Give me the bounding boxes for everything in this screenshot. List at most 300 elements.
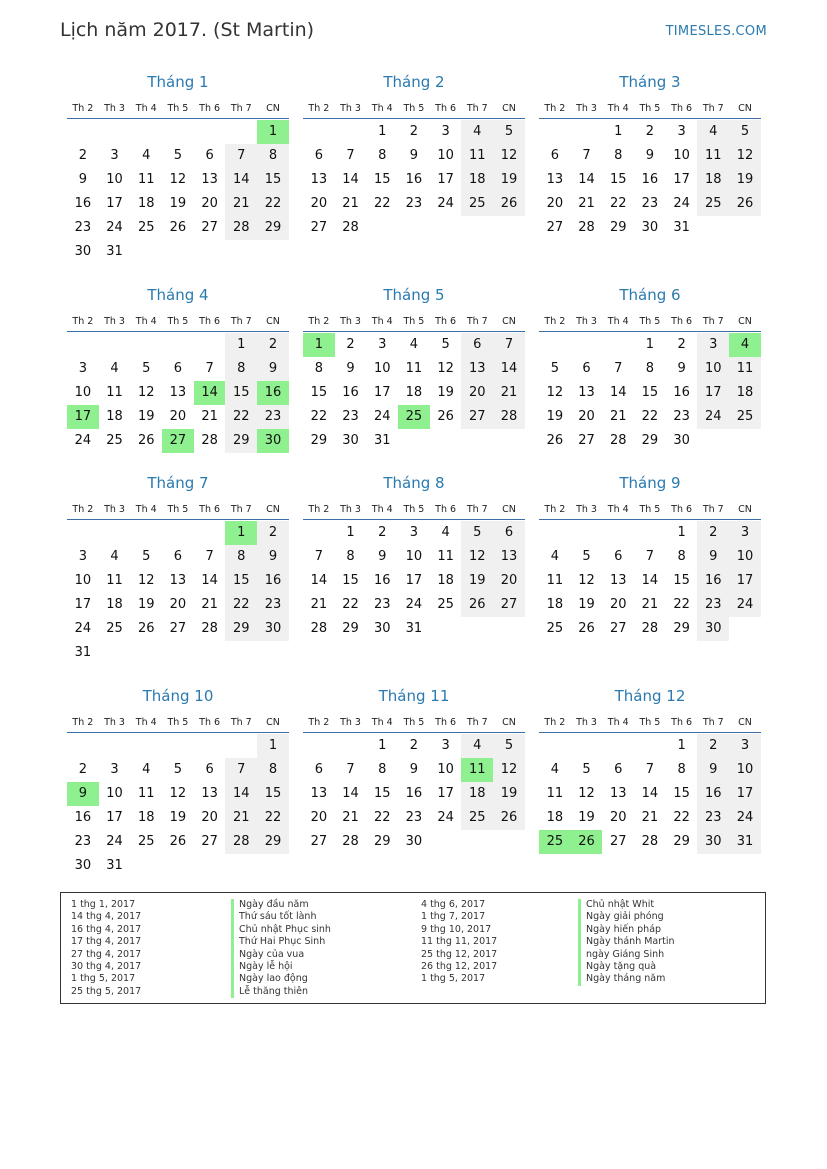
day-cell[interactable]: 22 bbox=[673, 810, 690, 825]
day-cell[interactable]: 18 bbox=[546, 597, 564, 612]
day-cell[interactable]: 15 bbox=[373, 172, 391, 187]
day-cell[interactable]: 23 bbox=[257, 405, 289, 429]
day-cell[interactable]: 28 bbox=[493, 405, 525, 429]
day-cell[interactable]: 21 bbox=[641, 597, 659, 612]
day-cell[interactable]: 19 bbox=[137, 597, 155, 612]
day-cell[interactable]: 31 bbox=[405, 621, 423, 636]
day-cell[interactable]: 10 bbox=[405, 549, 423, 564]
day-cell[interactable]: 5 bbox=[461, 521, 493, 545]
day-cell[interactable]: 14 bbox=[641, 573, 659, 588]
day-cell[interactable]: 2 bbox=[257, 521, 289, 545]
day-cell[interactable]: 14 bbox=[225, 782, 257, 806]
day-cell[interactable]: 26 bbox=[169, 220, 187, 235]
day-cell[interactable]: 26 bbox=[729, 192, 761, 216]
day-cell[interactable]: 16 bbox=[257, 569, 289, 593]
day-cell[interactable]: 7 bbox=[614, 361, 623, 376]
day-cell[interactable]: 14 bbox=[342, 786, 359, 801]
day-cell[interactable]: 28 bbox=[609, 433, 627, 448]
day-cell[interactable]: 7 bbox=[205, 361, 214, 376]
day-cell[interactable]: 4 bbox=[461, 120, 493, 144]
day-cell[interactable]: 3 bbox=[378, 337, 387, 352]
day-cell[interactable]: 21 bbox=[225, 806, 257, 830]
day-cell[interactable]: 10 bbox=[437, 762, 454, 777]
day-cell[interactable]: 9 bbox=[697, 545, 729, 569]
day-cell[interactable]: 19 bbox=[493, 782, 525, 806]
day-cell[interactable]: 28 bbox=[201, 433, 218, 448]
day-cell[interactable]: 17 bbox=[437, 786, 454, 801]
day-cell[interactable]: 25 bbox=[461, 806, 493, 830]
day-cell[interactable]: 9 bbox=[697, 758, 729, 782]
day-cell[interactable]: 25 bbox=[137, 220, 155, 235]
day-cell[interactable]: 18 bbox=[405, 385, 423, 400]
day-cell[interactable]: 17 bbox=[106, 810, 123, 825]
day-cell[interactable]: 10 bbox=[673, 148, 690, 163]
day-cell[interactable]: 20 bbox=[310, 196, 328, 211]
day-cell[interactable]: 1 bbox=[614, 124, 623, 139]
day-cell[interactable]: 7 bbox=[346, 762, 355, 777]
day-cell[interactable]: 14 bbox=[342, 172, 359, 187]
day-cell[interactable]: 23 bbox=[342, 409, 359, 424]
day-cell[interactable]: 8 bbox=[314, 361, 323, 376]
day-cell[interactable]: 18 bbox=[461, 168, 493, 192]
day-cell[interactable]: 13 bbox=[609, 573, 627, 588]
day-cell[interactable]: 6 bbox=[205, 762, 214, 777]
day-cell[interactable]: 6 bbox=[582, 361, 591, 376]
day-cell[interactable]: 19 bbox=[137, 409, 155, 424]
day-cell[interactable]: 8 bbox=[225, 357, 257, 381]
day-cell[interactable]: 28 bbox=[201, 621, 218, 636]
day-cell[interactable]: 22 bbox=[225, 405, 257, 429]
day-cell[interactable]: 20 bbox=[201, 810, 218, 825]
day-cell[interactable]: 17 bbox=[697, 381, 729, 405]
day-cell[interactable]: 27 bbox=[546, 220, 564, 235]
day-cell[interactable]: 16 bbox=[641, 172, 659, 187]
day-cell[interactable]: 5 bbox=[729, 120, 761, 144]
day-cell[interactable]: 26 bbox=[571, 830, 603, 854]
day-cell[interactable]: 31 bbox=[106, 244, 123, 259]
day-cell[interactable]: 5 bbox=[582, 549, 591, 564]
day-cell[interactable]: 27 bbox=[609, 621, 627, 636]
day-cell[interactable]: 19 bbox=[169, 810, 187, 825]
day-cell[interactable]: 18 bbox=[437, 573, 454, 588]
day-cell[interactable]: 18 bbox=[106, 409, 123, 424]
day-cell[interactable]: 15 bbox=[373, 786, 391, 801]
day-cell[interactable]: 21 bbox=[578, 196, 595, 211]
day-cell[interactable]: 14 bbox=[194, 381, 226, 405]
day-cell[interactable]: 16 bbox=[74, 196, 92, 211]
day-cell[interactable]: 7 bbox=[645, 549, 655, 564]
day-cell[interactable]: 15 bbox=[673, 786, 690, 801]
day-cell[interactable]: 7 bbox=[582, 148, 591, 163]
day-cell[interactable]: 30 bbox=[697, 830, 729, 854]
day-cell[interactable]: 26 bbox=[493, 806, 525, 830]
day-cell[interactable]: 15 bbox=[225, 569, 257, 593]
day-cell[interactable]: 7 bbox=[645, 762, 655, 777]
day-cell[interactable]: 5 bbox=[493, 120, 525, 144]
day-cell[interactable]: 9 bbox=[409, 148, 419, 163]
day-cell[interactable]: 27 bbox=[578, 433, 595, 448]
day-cell[interactable]: 6 bbox=[550, 148, 559, 163]
day-cell[interactable]: 1 bbox=[677, 738, 686, 753]
day-cell[interactable]: 6 bbox=[614, 762, 623, 777]
day-cell[interactable]: 17 bbox=[437, 172, 454, 187]
day-cell[interactable]: 6 bbox=[173, 361, 183, 376]
day-cell[interactable]: 5 bbox=[173, 762, 183, 777]
day-cell[interactable]: 1 bbox=[257, 734, 289, 758]
day-cell[interactable]: 13 bbox=[169, 385, 187, 400]
day-cell[interactable]: 27 bbox=[461, 405, 493, 429]
day-cell[interactable]: 29 bbox=[373, 834, 391, 849]
day-cell[interactable]: 14 bbox=[578, 172, 595, 187]
day-cell[interactable]: 2 bbox=[378, 525, 387, 540]
day-cell[interactable]: 30 bbox=[342, 433, 359, 448]
day-cell[interactable]: 9 bbox=[67, 782, 99, 806]
day-cell[interactable]: 13 bbox=[201, 786, 218, 801]
day-cell[interactable]: 8 bbox=[378, 762, 387, 777]
day-cell[interactable]: 19 bbox=[169, 196, 187, 211]
day-cell[interactable]: 13 bbox=[310, 786, 328, 801]
day-cell[interactable]: 16 bbox=[697, 569, 729, 593]
day-cell[interactable]: 17 bbox=[405, 573, 423, 588]
day-cell[interactable]: 5 bbox=[142, 549, 151, 564]
day-cell[interactable]: 15 bbox=[225, 381, 257, 405]
day-cell[interactable]: 5 bbox=[582, 762, 591, 777]
day-cell[interactable]: 3 bbox=[78, 361, 87, 376]
day-cell[interactable]: 17 bbox=[673, 172, 690, 187]
day-cell[interactable]: 30 bbox=[257, 429, 289, 453]
day-cell[interactable]: 26 bbox=[578, 621, 595, 636]
day-cell[interactable]: 10 bbox=[106, 172, 123, 187]
day-cell[interactable]: 23 bbox=[373, 597, 391, 612]
day-cell[interactable]: 20 bbox=[609, 597, 627, 612]
day-cell[interactable]: 22 bbox=[373, 196, 391, 211]
day-cell[interactable]: 22 bbox=[257, 192, 289, 216]
day-cell[interactable]: 24 bbox=[106, 834, 123, 849]
day-cell[interactable]: 6 bbox=[461, 333, 493, 357]
day-cell[interactable]: 30 bbox=[641, 220, 659, 235]
day-cell[interactable]: 12 bbox=[546, 385, 564, 400]
day-cell[interactable]: 16 bbox=[405, 786, 423, 801]
day-cell[interactable]: 4 bbox=[110, 361, 119, 376]
day-cell[interactable]: 1 bbox=[677, 525, 686, 540]
day-cell[interactable]: 6 bbox=[173, 549, 183, 564]
day-cell[interactable]: 15 bbox=[342, 573, 359, 588]
day-cell[interactable]: 2 bbox=[346, 337, 355, 352]
day-cell[interactable]: 12 bbox=[493, 758, 525, 782]
day-cell[interactable]: 12 bbox=[169, 172, 187, 187]
day-cell[interactable]: 25 bbox=[398, 405, 430, 429]
day-cell[interactable]: 18 bbox=[461, 782, 493, 806]
day-cell[interactable]: 7 bbox=[225, 758, 257, 782]
day-cell[interactable]: 24 bbox=[74, 433, 92, 448]
day-cell[interactable]: 7 bbox=[225, 144, 257, 168]
day-cell[interactable]: 3 bbox=[110, 762, 119, 777]
day-cell[interactable]: 17 bbox=[729, 782, 761, 806]
day-cell[interactable]: 4 bbox=[409, 337, 419, 352]
day-cell[interactable]: 15 bbox=[257, 782, 289, 806]
day-cell[interactable]: 24 bbox=[74, 621, 92, 636]
day-cell[interactable]: 21 bbox=[342, 196, 359, 211]
day-cell[interactable]: 18 bbox=[729, 381, 761, 405]
day-cell[interactable]: 13 bbox=[310, 172, 328, 187]
day-cell[interactable]: 9 bbox=[346, 361, 355, 376]
day-cell[interactable]: 25 bbox=[106, 433, 123, 448]
day-cell[interactable]: 12 bbox=[461, 545, 493, 569]
day-cell[interactable]: 9 bbox=[257, 545, 289, 569]
day-cell[interactable]: 25 bbox=[539, 830, 571, 854]
day-cell[interactable]: 5 bbox=[142, 361, 151, 376]
day-cell[interactable]: 26 bbox=[137, 621, 155, 636]
day-cell[interactable]: 4 bbox=[110, 549, 119, 564]
day-cell[interactable]: 16 bbox=[257, 381, 289, 405]
day-cell[interactable]: 20 bbox=[578, 409, 595, 424]
day-cell[interactable]: 28 bbox=[342, 834, 359, 849]
day-cell[interactable]: 16 bbox=[673, 385, 690, 400]
day-cell[interactable]: 11 bbox=[461, 144, 493, 168]
day-cell[interactable]: 3 bbox=[409, 525, 419, 540]
day-cell[interactable]: 9 bbox=[645, 148, 655, 163]
day-cell[interactable]: 10 bbox=[106, 786, 123, 801]
day-cell[interactable]: 23 bbox=[74, 220, 92, 235]
day-cell[interactable]: 28 bbox=[225, 830, 257, 854]
day-cell[interactable]: 20 bbox=[169, 597, 187, 612]
day-cell[interactable]: 25 bbox=[697, 192, 729, 216]
day-cell[interactable]: 10 bbox=[697, 357, 729, 381]
day-cell[interactable]: 7 bbox=[314, 549, 323, 564]
day-cell[interactable]: 23 bbox=[74, 834, 92, 849]
day-cell[interactable]: 1 bbox=[303, 333, 335, 357]
day-cell[interactable]: 13 bbox=[169, 573, 187, 588]
day-cell[interactable]: 19 bbox=[578, 597, 595, 612]
day-cell[interactable]: 17 bbox=[74, 597, 92, 612]
day-cell[interactable]: 20 bbox=[310, 810, 328, 825]
day-cell[interactable]: 6 bbox=[614, 549, 623, 564]
day-cell[interactable]: 1 bbox=[378, 124, 387, 139]
day-cell[interactable]: 14 bbox=[493, 357, 525, 381]
day-cell[interactable]: 15 bbox=[609, 172, 627, 187]
day-cell[interactable]: 29 bbox=[609, 220, 627, 235]
day-cell[interactable]: 25 bbox=[546, 621, 564, 636]
day-cell[interactable]: 30 bbox=[257, 617, 289, 641]
day-cell[interactable]: 11 bbox=[461, 758, 493, 782]
day-cell[interactable]: 31 bbox=[106, 858, 123, 873]
day-cell[interactable]: 2 bbox=[677, 337, 686, 352]
day-cell[interactable]: 29 bbox=[310, 433, 328, 448]
day-cell[interactable]: 24 bbox=[729, 593, 761, 617]
day-cell[interactable]: 27 bbox=[310, 220, 328, 235]
day-cell[interactable]: 14 bbox=[225, 168, 257, 192]
day-cell[interactable]: 14 bbox=[641, 786, 659, 801]
day-cell[interactable]: 29 bbox=[641, 433, 659, 448]
day-cell[interactable]: 28 bbox=[342, 220, 359, 235]
day-cell[interactable]: 10 bbox=[729, 545, 761, 569]
day-cell[interactable]: 28 bbox=[225, 216, 257, 240]
day-cell[interactable]: 29 bbox=[225, 617, 257, 641]
day-cell[interactable]: 18 bbox=[106, 597, 123, 612]
day-cell[interactable]: 8 bbox=[257, 144, 289, 168]
day-cell[interactable]: 26 bbox=[493, 192, 525, 216]
day-cell[interactable]: 16 bbox=[697, 782, 729, 806]
day-cell[interactable]: 4 bbox=[550, 762, 559, 777]
day-cell[interactable]: 11 bbox=[137, 786, 155, 801]
day-cell[interactable]: 7 bbox=[205, 549, 214, 564]
day-cell[interactable]: 11 bbox=[697, 144, 729, 168]
day-cell[interactable]: 30 bbox=[74, 858, 92, 873]
day-cell[interactable]: 11 bbox=[729, 357, 761, 381]
day-cell[interactable]: 2 bbox=[645, 124, 655, 139]
day-cell[interactable]: 8 bbox=[257, 758, 289, 782]
day-cell[interactable]: 29 bbox=[342, 621, 359, 636]
day-cell[interactable]: 21 bbox=[201, 597, 218, 612]
day-cell[interactable]: 5 bbox=[493, 734, 525, 758]
day-cell[interactable]: 19 bbox=[493, 168, 525, 192]
day-cell[interactable]: 10 bbox=[74, 385, 92, 400]
day-cell[interactable]: 8 bbox=[677, 762, 686, 777]
day-cell[interactable]: 5 bbox=[550, 361, 559, 376]
day-cell[interactable]: 3 bbox=[110, 148, 119, 163]
day-cell[interactable]: 12 bbox=[578, 786, 595, 801]
day-cell[interactable]: 31 bbox=[373, 433, 391, 448]
day-cell[interactable]: 2 bbox=[78, 762, 87, 777]
day-cell[interactable]: 26 bbox=[137, 433, 155, 448]
day-cell[interactable]: 28 bbox=[641, 834, 659, 849]
day-cell[interactable]: 20 bbox=[461, 381, 493, 405]
day-cell[interactable]: 31 bbox=[74, 645, 92, 660]
day-cell[interactable]: 29 bbox=[257, 216, 289, 240]
day-cell[interactable]: 16 bbox=[342, 385, 359, 400]
day-cell[interactable]: 14 bbox=[310, 573, 328, 588]
day-cell[interactable]: 23 bbox=[405, 196, 423, 211]
day-cell[interactable]: 22 bbox=[673, 597, 690, 612]
day-cell[interactable]: 22 bbox=[310, 409, 328, 424]
day-cell[interactable]: 20 bbox=[546, 196, 564, 211]
day-cell[interactable]: 10 bbox=[437, 148, 454, 163]
day-cell[interactable]: 4 bbox=[461, 734, 493, 758]
day-cell[interactable]: 29 bbox=[673, 834, 690, 849]
day-cell[interactable]: 21 bbox=[201, 409, 218, 424]
day-cell[interactable]: 27 bbox=[609, 834, 627, 849]
day-cell[interactable]: 3 bbox=[677, 124, 686, 139]
day-cell[interactable]: 23 bbox=[257, 593, 289, 617]
day-cell[interactable]: 2 bbox=[257, 333, 289, 357]
day-cell[interactable]: 23 bbox=[697, 593, 729, 617]
day-cell[interactable]: 21 bbox=[641, 810, 659, 825]
day-cell[interactable]: 3 bbox=[441, 738, 450, 753]
day-cell[interactable]: 4 bbox=[697, 120, 729, 144]
day-cell[interactable]: 4 bbox=[441, 525, 450, 540]
day-cell[interactable]: 19 bbox=[437, 385, 454, 400]
day-cell[interactable]: 17 bbox=[729, 569, 761, 593]
day-cell[interactable]: 10 bbox=[729, 758, 761, 782]
day-cell[interactable]: 6 bbox=[493, 521, 525, 545]
day-cell[interactable]: 11 bbox=[546, 573, 564, 588]
day-cell[interactable]: 27 bbox=[169, 621, 187, 636]
day-cell[interactable]: 9 bbox=[78, 172, 87, 187]
day-cell[interactable]: 13 bbox=[201, 172, 218, 187]
brand-logo[interactable]: TIMESLES.COM bbox=[665, 24, 767, 39]
day-cell[interactable]: 6 bbox=[314, 148, 323, 163]
day-cell[interactable]: 17 bbox=[67, 405, 99, 429]
day-cell[interactable]: 14 bbox=[609, 385, 627, 400]
day-cell[interactable]: 15 bbox=[257, 168, 289, 192]
day-cell[interactable]: 4 bbox=[142, 762, 151, 777]
day-cell[interactable]: 7 bbox=[346, 148, 355, 163]
day-cell[interactable]: 25 bbox=[729, 405, 761, 429]
day-cell[interactable]: 21 bbox=[342, 810, 359, 825]
day-cell[interactable]: 11 bbox=[137, 172, 155, 187]
day-cell[interactable]: 27 bbox=[493, 593, 525, 617]
day-cell[interactable]: 2 bbox=[697, 521, 729, 545]
day-cell[interactable]: 12 bbox=[578, 573, 595, 588]
day-cell[interactable]: 29 bbox=[225, 429, 257, 453]
day-cell[interactable]: 5 bbox=[441, 337, 450, 352]
day-cell[interactable]: 30 bbox=[74, 244, 92, 259]
day-cell[interactable]: 27 bbox=[310, 834, 328, 849]
day-cell[interactable]: 31 bbox=[729, 830, 761, 854]
day-cell[interactable]: 21 bbox=[493, 381, 525, 405]
day-cell[interactable]: 1 bbox=[346, 525, 355, 540]
day-cell[interactable]: 12 bbox=[729, 144, 761, 168]
day-cell[interactable]: 11 bbox=[546, 786, 564, 801]
day-cell[interactable]: 15 bbox=[673, 573, 690, 588]
day-cell[interactable]: 13 bbox=[609, 786, 627, 801]
day-cell[interactable]: 24 bbox=[437, 810, 454, 825]
day-cell[interactable]: 20 bbox=[201, 196, 218, 211]
day-cell[interactable]: 21 bbox=[609, 409, 627, 424]
day-cell[interactable]: 23 bbox=[405, 810, 423, 825]
day-cell[interactable]: 20 bbox=[609, 810, 627, 825]
day-cell[interactable]: 8 bbox=[378, 148, 387, 163]
day-cell[interactable]: 4 bbox=[550, 549, 559, 564]
day-cell[interactable]: 19 bbox=[729, 168, 761, 192]
day-cell[interactable]: 26 bbox=[437, 409, 454, 424]
day-cell[interactable]: 6 bbox=[205, 148, 214, 163]
day-cell[interactable]: 15 bbox=[641, 385, 659, 400]
day-cell[interactable]: 16 bbox=[373, 573, 391, 588]
day-cell[interactable]: 17 bbox=[373, 385, 391, 400]
day-cell[interactable]: 5 bbox=[173, 148, 183, 163]
day-cell[interactable]: 11 bbox=[106, 385, 123, 400]
day-cell[interactable]: 1 bbox=[645, 337, 655, 352]
day-cell[interactable]: 30 bbox=[373, 621, 391, 636]
day-cell[interactable]: 23 bbox=[697, 806, 729, 830]
day-cell[interactable]: 29 bbox=[673, 621, 690, 636]
day-cell[interactable]: 30 bbox=[697, 617, 729, 641]
day-cell[interactable]: 21 bbox=[310, 597, 328, 612]
day-cell[interactable]: 27 bbox=[201, 834, 218, 849]
day-cell[interactable]: 13 bbox=[461, 357, 493, 381]
day-cell[interactable]: 24 bbox=[437, 196, 454, 211]
day-cell[interactable]: 26 bbox=[461, 593, 493, 617]
day-cell[interactable]: 25 bbox=[437, 597, 454, 612]
day-cell[interactable]: 29 bbox=[257, 830, 289, 854]
day-cell[interactable]: 12 bbox=[169, 786, 187, 801]
day-cell[interactable]: 22 bbox=[342, 597, 359, 612]
day-cell[interactable]: 13 bbox=[493, 545, 525, 569]
day-cell[interactable]: 11 bbox=[437, 549, 454, 564]
day-cell[interactable]: 21 bbox=[225, 192, 257, 216]
day-cell[interactable]: 31 bbox=[673, 220, 690, 235]
day-cell[interactable]: 1 bbox=[257, 120, 289, 144]
day-cell[interactable]: 22 bbox=[257, 806, 289, 830]
day-cell[interactable]: 30 bbox=[673, 433, 690, 448]
day-cell[interactable]: 30 bbox=[405, 834, 423, 849]
day-cell[interactable]: 16 bbox=[405, 172, 423, 187]
day-cell[interactable]: 26 bbox=[546, 433, 564, 448]
day-cell[interactable]: 22 bbox=[641, 409, 659, 424]
day-cell[interactable]: 25 bbox=[106, 621, 123, 636]
day-cell[interactable]: 1 bbox=[378, 738, 387, 753]
